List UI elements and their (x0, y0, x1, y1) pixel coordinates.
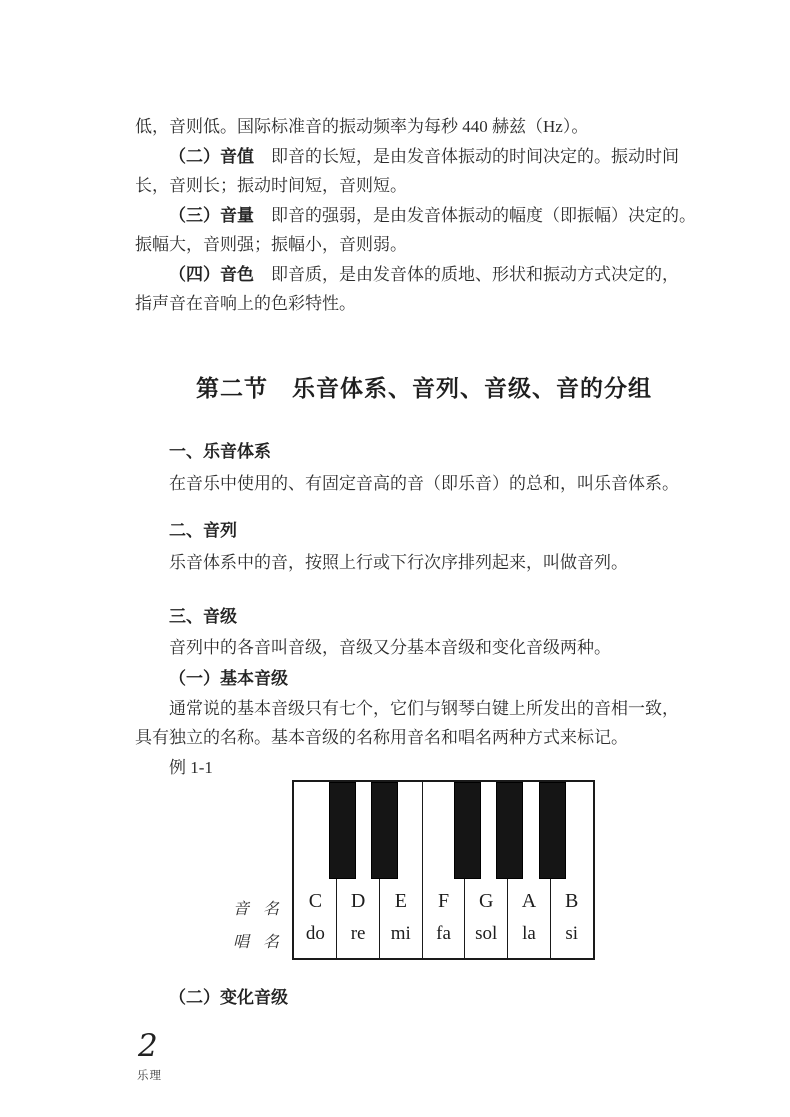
chapter-heading: 第二节 乐音体系、音列、音级、音的分组 (196, 376, 652, 401)
solfege-name: sol (475, 923, 498, 944)
note-name: D (350, 890, 366, 912)
run-text: 振幅大，音则强；振幅小，音则弱。 (135, 235, 407, 254)
basic-degrees-paragraph-line1: 通常说的基本音级只有七个，它们与钢琴白键上所发出的音相一致， (169, 699, 679, 718)
note-name: E (394, 890, 407, 912)
run-text: 长，音则长；振动时间短，音则短。 (135, 176, 407, 195)
section-body-tone-system: 在音乐中使用的、有固定音高的音（即乐音）的总和，叫乐音体系。 (169, 474, 679, 493)
solfege-name: do (305, 923, 325, 944)
note-name: F (437, 890, 450, 912)
intro-paragraphs (135, 112, 713, 319)
solfege-name: mi (390, 923, 411, 944)
note-name-row (294, 890, 593, 913)
section-heading-tone-series: 二、音列 (169, 521, 237, 540)
piano-keyboard-figure (292, 780, 595, 960)
run-text: 指声音在音响上的色彩特性。 (135, 294, 356, 313)
black-key-f-sharp (454, 782, 481, 879)
example-label: 例 1-1 (169, 758, 213, 777)
paragraph-line (135, 289, 713, 319)
basic-degrees-paragraph-line2: 具有独立的名称。基本音级的名称用音名和唱名两种方式来标记。 (135, 728, 628, 747)
paragraph-line (135, 260, 713, 290)
note-name: G (479, 890, 494, 912)
run-text: 即音质，是由发音体的质地、形状和振动方式决定的， (254, 264, 679, 284)
section-heading-scale-degrees: 三、音级 (169, 607, 237, 626)
run-text: 即音的长短，是由发音体振动的时间决定的。振动时间 (254, 146, 679, 166)
subheading-basic-degrees: （一）基本音级 (169, 669, 288, 688)
section-heading-tone-system: 一、乐音体系 (169, 442, 271, 461)
solfege-name: fa (436, 923, 451, 944)
solfege-row-label: 唱名 (233, 932, 279, 951)
section-body-tone-series: 乐音体系中的音，按照上行或下行次序排列起来，叫做音列。 (169, 553, 628, 572)
solfege-row (294, 923, 593, 945)
page-number: 2 (138, 1028, 158, 1064)
run-bold: （二）音值 (169, 146, 254, 166)
solfege-name: re (350, 923, 366, 944)
note-name: B (565, 890, 579, 912)
book-title-footer: 乐理 (137, 1070, 162, 1082)
run-text: 低，音则低。国际标准音的振动频率为每秒 440 赫兹（Hz）。 (135, 117, 589, 136)
black-key-c-sharp (329, 782, 356, 879)
subheading-altered-degrees: （二）变化音级 (169, 988, 288, 1007)
note-name-row-label: 音名 (233, 899, 279, 918)
black-key-a-sharp (539, 782, 566, 879)
run-text: 即音的强弱，是由发音体振动的幅度（即振幅）决定的。 (254, 205, 696, 225)
run-bold: （四）音色 (169, 264, 254, 284)
paragraph-line (135, 112, 713, 142)
paragraph-line (135, 142, 713, 172)
run-bold: （三）音量 (169, 205, 254, 225)
black-key-d-sharp (371, 782, 398, 879)
paragraph-line (135, 201, 713, 231)
paragraph-line (135, 230, 713, 260)
solfege-name: si (565, 923, 579, 944)
section-body-scale-degrees: 音列中的各音叫音级，音级又分基本音级和变化音级两种。 (169, 638, 611, 657)
note-name: A (521, 890, 537, 912)
paragraph-line (135, 171, 713, 201)
note-name: C (308, 890, 323, 912)
solfege-name: la (522, 923, 536, 944)
black-key-g-sharp (496, 782, 523, 879)
